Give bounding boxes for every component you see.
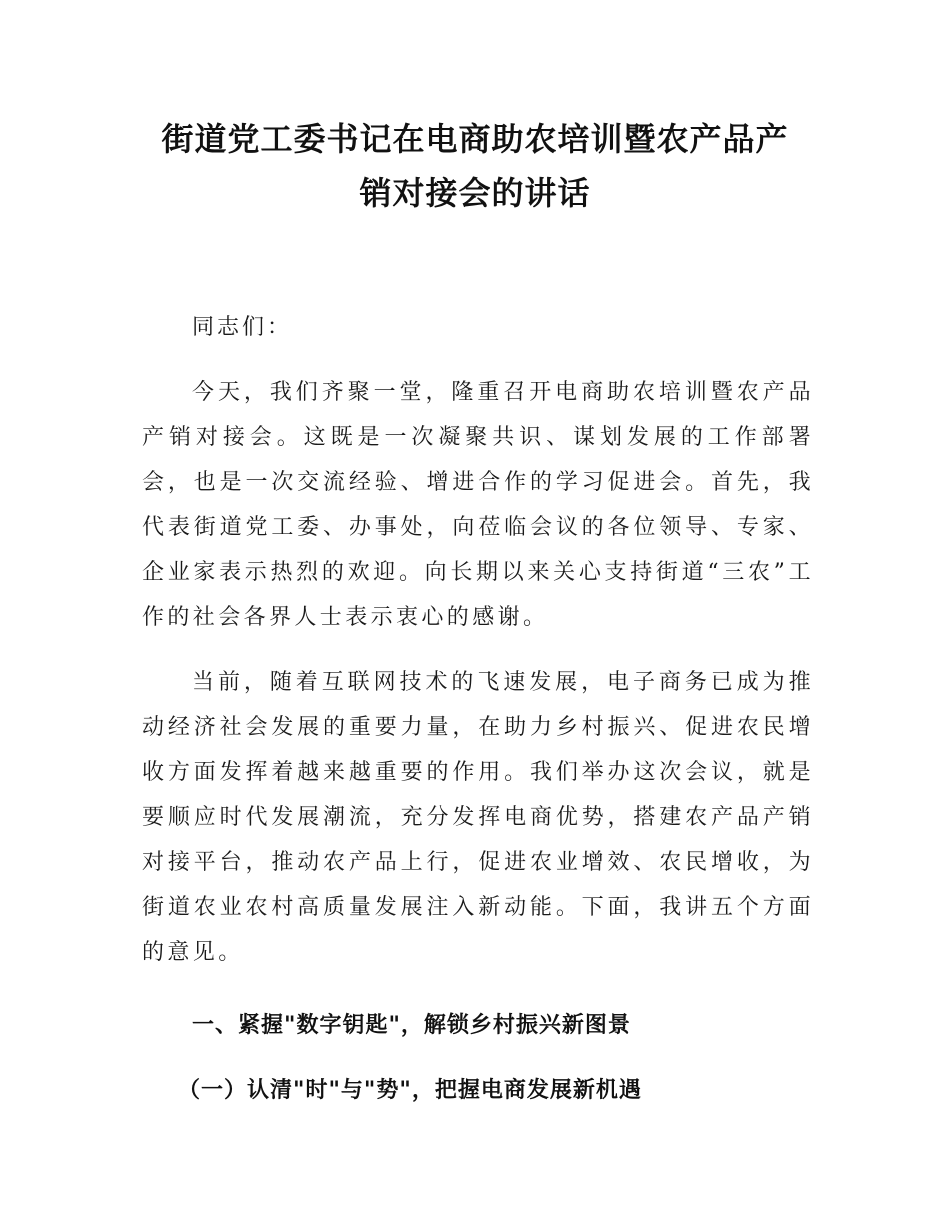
section-heading: 一、紧握"数字钥匙"，解锁乡村振兴新图景 <box>192 1013 631 1038</box>
document-body <box>142 305 814 1113</box>
salutation: 同志们： <box>192 315 293 340</box>
title-line-1: 街道党工委书记在电商助农培训暨农产品产 <box>161 120 789 158</box>
subsection-heading: （一）认清"时"与"势"，把握电商发展新机遇 <box>178 1078 642 1103</box>
title-line-2: 销对接会的讲话 <box>359 174 591 212</box>
paragraph-background: 当前，随着互联网技术的飞速发展，电子商务已成为推动经济社会发展的重要力量，在助力乡村振兴、促进农民增收方面发挥着越来越重要的作用。我们举办这次会议，就是要顺应时代发展潮流，充分发挥电商优势，搭建农产品产销对接平台，推动农产品上行，促进农业增效、农民增收，为街道农业农村高质量发展注入新动能。下面，我讲五个方面的意见。 <box>142 670 814 965</box>
paragraph-opening: 今天，我们齐聚一堂，隆重召开电商助农培训暨农产品产销对接会。这既是一次凝聚共识、谋划发展的工作部署会，也是一次交流经验、增进合作的学习促进会。首先，我代表街道党工委、办事处，向莅临会议的各位领导、专家、企业家表示热烈的欢迎。向长期以来关心支持街道“三农”工作的社会各界人士表示衷心的感谢。 <box>142 380 814 630</box>
document-title <box>120 112 830 220</box>
